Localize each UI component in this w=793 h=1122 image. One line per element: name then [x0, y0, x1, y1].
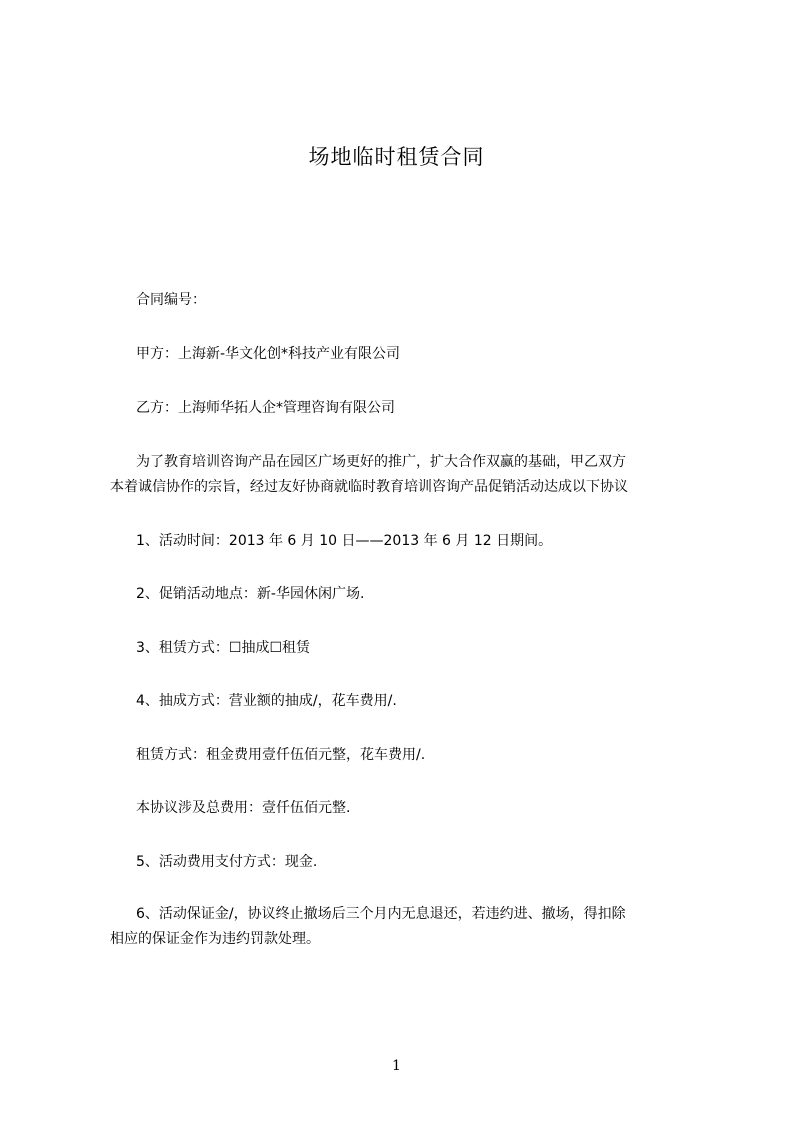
preamble-line-2: 本着诚信协作的宗旨，经过友好协商就临时教育培训咨询产品促销活动达成以下协议	[110, 479, 628, 495]
preamble-line-1: 为了教育培训咨询产品在园区广场更好的推广，扩大合作双赢的基础，甲乙双方	[136, 454, 626, 470]
clause-3-lease-method: 3、租赁方式：☐抽成☐租赁	[136, 640, 311, 656]
total-fee: 本协议涉及总费用：壹仟伍佰元整.	[136, 800, 351, 816]
rent-method: 租赁方式：租金费用壹仟伍佰元整，花车费用/.	[136, 747, 426, 763]
clause-5-payment-method: 5、活动费用支付方式：现金.	[136, 854, 318, 870]
clause-2-location: 2、促销活动地点：新-华园休闲广场.	[136, 586, 365, 602]
clause-6-line-2: 相应的保证金作为违约罚款处理。	[110, 931, 320, 947]
party-a: 甲方：上海新-华文化创*科技产业有限公司	[136, 346, 401, 362]
preamble-paragraph	[110, 450, 710, 500]
party-b: 乙方：上海师华拓人企*管理咨询有限公司	[136, 400, 395, 416]
clause-6-line-1: 6、活动保证金/，协议终止撤场后三个月内无息退还，若违约进、撤场，得扣除	[136, 906, 626, 922]
contract-number-label: 合同编号：	[136, 292, 206, 308]
document-title: 场地临时租赁合同	[308, 145, 485, 169]
page-number: 1	[392, 1058, 401, 1074]
clause-1-activity-time: 1、活动时间：2013 年 6 月 10 日——2013 年 6 月 12 日期间。	[136, 533, 553, 549]
clause-4-commission-method: 4、抽成方式：营业额的抽成/，花车费用/.	[136, 693, 397, 709]
clause-6-paragraph	[110, 902, 710, 952]
